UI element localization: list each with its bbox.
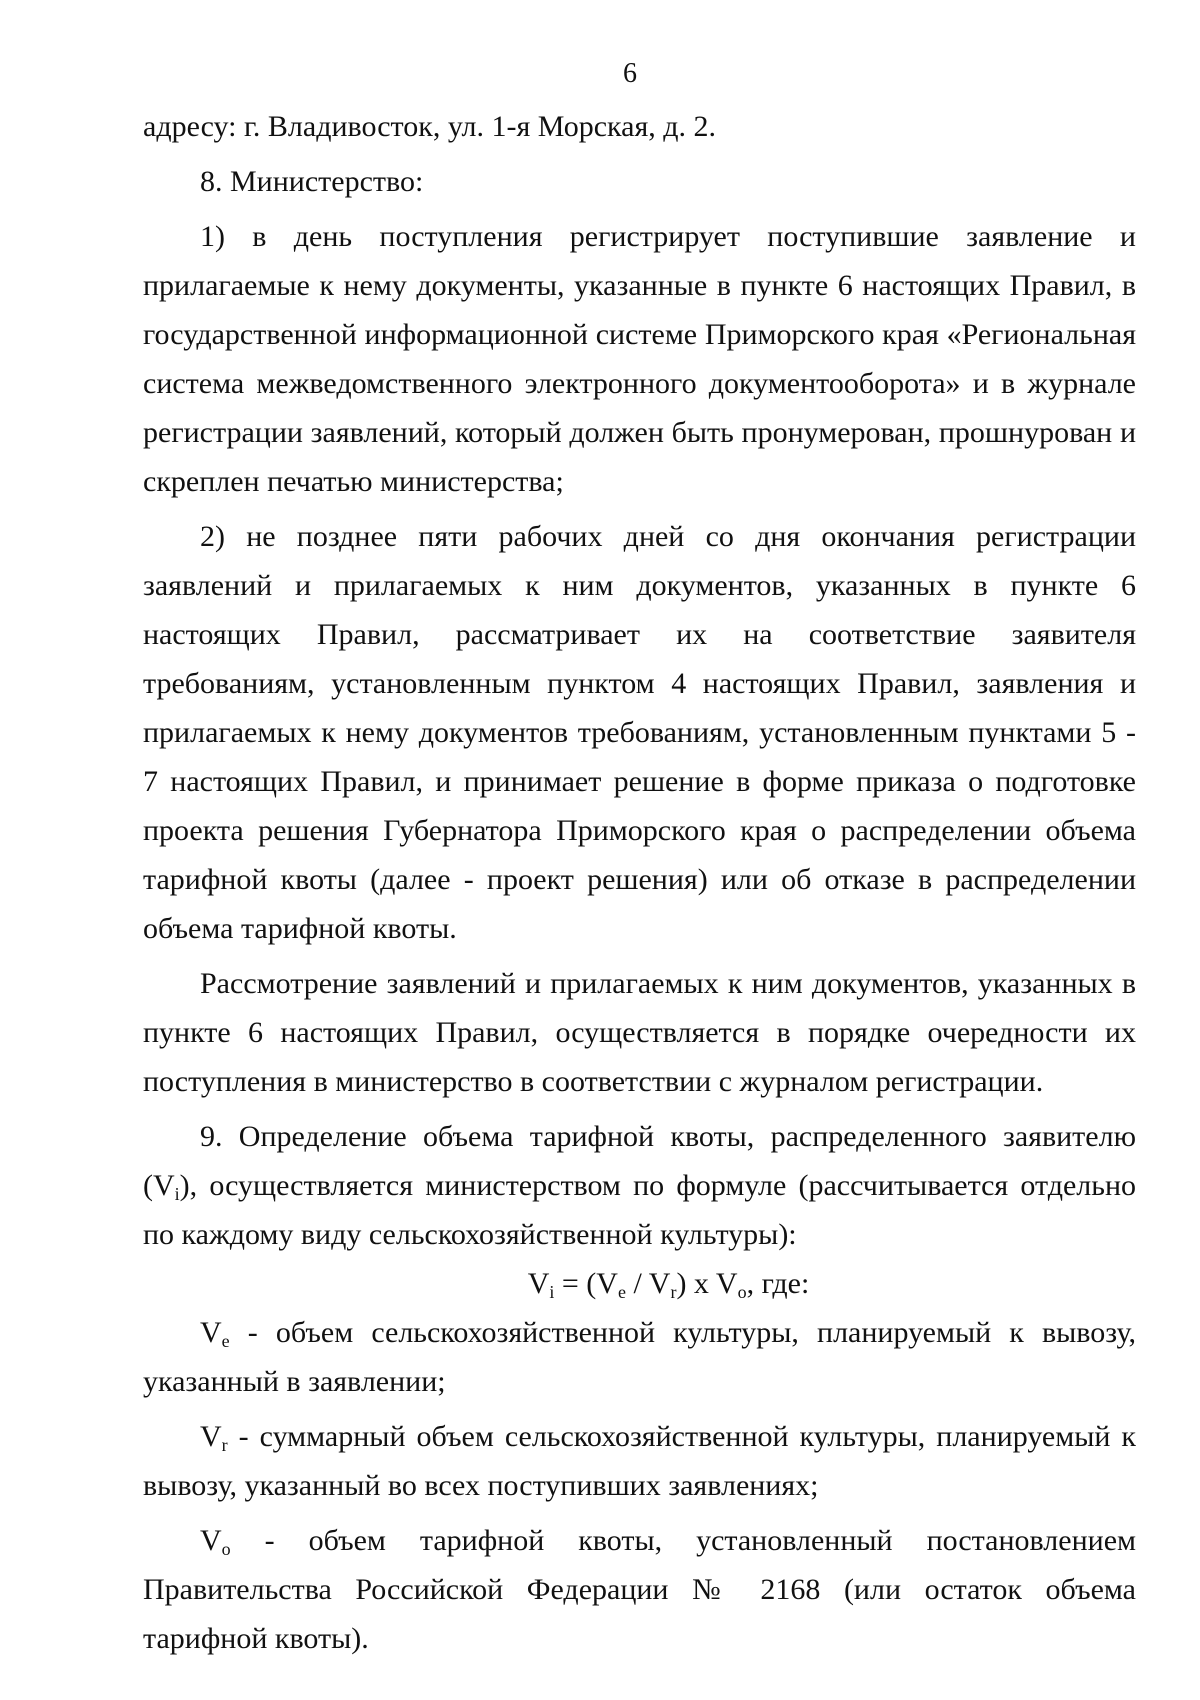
definition-ve-subscript: e: [221, 1331, 230, 1351]
definition-ve: [143, 1308, 1136, 1406]
definition-ve-symbol: V: [200, 1316, 222, 1349]
formula-v: V: [715, 1267, 738, 1300]
formula-v: V: [596, 1267, 618, 1300]
definition-vr-text: - суммарный объем сельскохозяйственной культуры, планируемый к вывозу, указанный во всех поступивших заявлениях;: [143, 1420, 1136, 1502]
definition-vo-text: - объем тарифной квоты, установленный постановлением Правительства Российской Федерации № 2168 (или остаток объема тарифной квоты).: [143, 1524, 1136, 1655]
paragraph-item-9: [143, 1112, 1136, 1259]
definition-vr-symbol: V: [200, 1420, 222, 1453]
page-number: 6: [623, 58, 637, 89]
paragraph-subitem-2: 2) не позднее пяти рабочих дней со дня окончания регистрации заявлений и прилагаемых к ним документов, указанных в пункте 6 настоящих Правил, рассматривает их на соответствие заявителя требованиям, установленным пунктом 4 настоящих Правил, заявления и прилагаемых к нему документов требованиям, установленным пунктами 5 - 7 настоящих Правил, и принимает решение в форме приказа о подготовке проекта решения Губернатора Приморского края о распределении объема тарифной квоты (далее - проект решения) или об отказе в распределении объема тарифной квоты.: [143, 520, 1136, 945]
item-9-subscript: i: [174, 1184, 180, 1204]
document-body: [143, 102, 1136, 1663]
paragraph-review-order: Рассмотрение заявлений и прилагаемых к ним документов, указанных в пункте 6 настоящих Правил, осуществляется в порядке очередности их поступления в министерство в соответствии с журналом регистрации.: [143, 967, 1136, 1098]
paragraph-subitem-1: 1) в день поступления регистрирует поступившие заявление и прилагаемые к нему документы, указанные в пункте 6 настоящих Правил, в государственной информационной системе Приморского края «Региональная система межведомственного электронного документооборота» и в журнале регистрации заявлений, который должен быть пронумерован, прошнурован и скреплен печатью министерства;: [143, 220, 1136, 498]
paragraph-address: адресу: г. Владивосток, ул. 1-я Морская, д. 2.: [143, 110, 717, 143]
definition-vr-subscript: r: [221, 1435, 228, 1455]
definition-vo: [143, 1516, 1136, 1663]
item-9-text-end: ), осуществляется министерством по формуле (рассчитывается отдельно по каждому виду сельскохозяйственной культуры):: [143, 1169, 1136, 1251]
definition-ve-text: - объем сельскохозяйственной культуры, планируемый к вывозу, указанный в заявлении;: [143, 1316, 1136, 1398]
formula-v: V: [527, 1267, 550, 1300]
formula-sub-i: i: [549, 1282, 555, 1302]
quota-formula: [143, 1259, 1136, 1308]
definition-vr: [143, 1412, 1136, 1510]
formula-sub-o: o: [737, 1282, 747, 1302]
definition-vo-symbol: V: [200, 1524, 222, 1557]
formula-sub-r: r: [670, 1282, 677, 1302]
formula-equals: = (: [554, 1267, 597, 1300]
paragraph-item-8: 8. Министерство:: [200, 165, 424, 198]
item-9-text-start: 9. Определение объема тарифной квоты, распределенного заявителю (V: [143, 1120, 1136, 1202]
definition-vo-subscript: o: [221, 1539, 231, 1559]
formula-sub-e: e: [617, 1282, 626, 1302]
formula-tail: , где:: [746, 1267, 810, 1300]
formula-divide: /: [625, 1267, 649, 1300]
formula-times: ) x: [676, 1267, 716, 1300]
formula-v: V: [648, 1267, 671, 1300]
